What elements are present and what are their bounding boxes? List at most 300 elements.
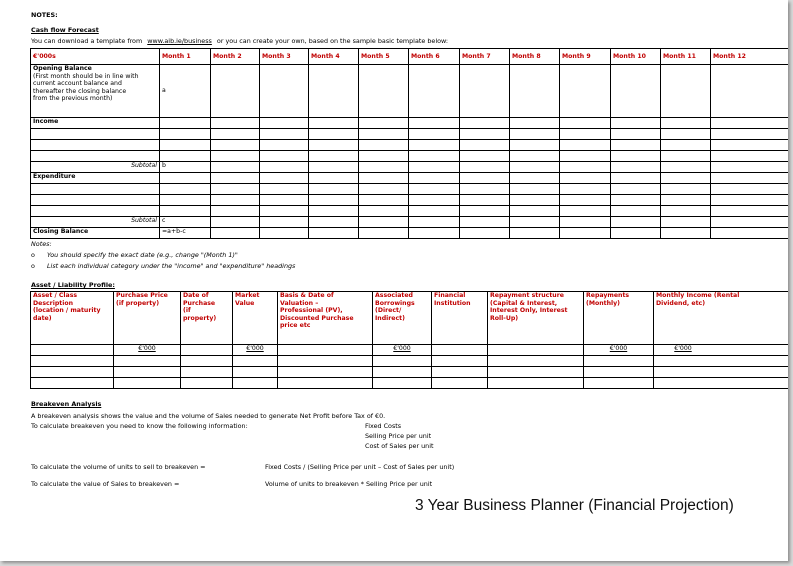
table-cell	[711, 195, 789, 206]
header-line: Purchase Price	[116, 292, 168, 299]
unit-monthly-income: €'000	[654, 345, 789, 356]
col-month-10: Month 10	[611, 49, 661, 65]
table-cell	[373, 378, 432, 389]
asset-table	[30, 291, 788, 389]
table-cell	[260, 184, 309, 195]
closing-balance-value: =a+b-c	[160, 228, 211, 239]
header-line: Institution	[434, 299, 471, 307]
expenditure-row	[31, 173, 789, 184]
table-cell	[309, 206, 359, 217]
table-cell	[233, 367, 278, 378]
notes2-item-2	[31, 262, 295, 270]
table-cell	[409, 140, 460, 151]
table-row	[31, 367, 789, 378]
expenditure-label: Expenditure	[31, 173, 160, 184]
cashflow-table	[30, 48, 788, 239]
header-line: Monthly Income (Rental	[656, 292, 740, 299]
unit-borrowings: €'000	[373, 345, 432, 356]
table-cell	[711, 173, 789, 184]
notes2-item-1-text: You should specify the exact date (e.g., change "(Month 1)"	[47, 251, 238, 259]
asset-header-row	[31, 292, 789, 345]
table-cell	[409, 228, 460, 239]
cashflow-header-row	[31, 49, 789, 65]
table-cell	[409, 162, 460, 173]
table-cell	[114, 356, 181, 367]
table-cell	[373, 367, 432, 378]
aib-link[interactable]: www.aib.ie/business	[147, 37, 212, 45]
header-line: Description	[33, 299, 74, 307]
table-cell	[211, 118, 260, 129]
header-line: Basis & Date of	[280, 292, 334, 299]
opening-balance-label	[31, 65, 160, 118]
table-cell	[31, 206, 160, 217]
table-cell	[31, 151, 160, 162]
table-cell	[611, 151, 661, 162]
table-row	[31, 356, 789, 367]
table-cell	[211, 217, 260, 228]
table-cell	[260, 129, 309, 140]
table-cell	[661, 151, 711, 162]
header-line: Date of	[183, 292, 209, 299]
table-cell	[260, 217, 309, 228]
header-line: Value	[235, 299, 255, 307]
table-cell	[488, 367, 584, 378]
table-cell	[211, 173, 260, 184]
income-label: Income	[31, 118, 160, 129]
table-cell	[661, 228, 711, 239]
table-cell	[711, 206, 789, 217]
page-caption: 3 Year Business Planner (Financial Projection)	[415, 497, 734, 514]
table-cell	[460, 151, 510, 162]
bullet-icon: o	[31, 251, 35, 259]
table-cell	[309, 65, 359, 118]
opening-note-3: thereafter the closing balance	[33, 87, 127, 95]
col-financial-institution	[432, 292, 488, 345]
table-cell	[584, 356, 654, 367]
opening-note-1: (First month should be in line with	[33, 72, 139, 80]
table-cell	[409, 129, 460, 140]
table-cell	[309, 129, 359, 140]
table-cell	[114, 378, 181, 389]
table-cell	[278, 345, 373, 356]
cashflow-heading: Cash flow Forecast	[31, 26, 99, 34]
table-cell	[654, 356, 789, 367]
table-cell	[584, 367, 654, 378]
table-cell	[560, 228, 611, 239]
table-cell	[711, 151, 789, 162]
table-cell	[233, 378, 278, 389]
table-cell	[260, 195, 309, 206]
asset-heading: Asset / Liability Profile:	[31, 281, 115, 289]
table-cell	[654, 367, 789, 378]
table-cell	[560, 206, 611, 217]
table-cell	[409, 195, 460, 206]
table-cell	[560, 217, 611, 228]
col-monthly-income	[654, 292, 789, 345]
table-cell	[510, 206, 560, 217]
header-line: Purchase	[183, 299, 216, 307]
table-cell	[560, 184, 611, 195]
table-cell	[211, 184, 260, 195]
table-cell	[611, 162, 661, 173]
table-cell	[31, 356, 114, 367]
notes2-item-2-text: List each individual category under the "income" and "expenditure" headings	[47, 262, 296, 270]
table-cell	[233, 356, 278, 367]
table-cell	[510, 195, 560, 206]
table-cell	[661, 217, 711, 228]
table-cell	[560, 140, 611, 151]
table-cell	[460, 65, 510, 118]
col-repayment-structure	[488, 292, 584, 345]
breakeven-value-formula: Volume of units to breakeven * Selling Price per unit	[265, 480, 433, 488]
opening-note-4: from the previous month)	[33, 95, 113, 103]
header-line: (location / maturity	[33, 307, 101, 315]
table-cell	[432, 345, 488, 356]
table-cell	[31, 378, 114, 389]
table-cell	[211, 129, 260, 140]
table-cell	[309, 184, 359, 195]
table-cell	[359, 151, 409, 162]
table-cell	[654, 378, 789, 389]
breakeven-item-selling-price: Selling Price per unit	[365, 432, 432, 440]
opening-value: a	[160, 65, 211, 118]
table-cell	[661, 173, 711, 184]
table-cell	[309, 151, 359, 162]
table-cell	[560, 151, 611, 162]
table-cell	[460, 195, 510, 206]
table-cell	[560, 173, 611, 184]
bullet-icon: o	[31, 262, 35, 270]
table-cell	[31, 367, 114, 378]
table-cell	[260, 151, 309, 162]
table-cell	[160, 151, 211, 162]
table-cell	[661, 65, 711, 118]
table-cell	[359, 195, 409, 206]
header-line: date)	[33, 314, 52, 322]
table-cell	[711, 118, 789, 129]
table-cell	[611, 217, 661, 228]
table-cell	[260, 65, 309, 118]
subtotal-income-label: Subtotal	[31, 162, 160, 173]
header-line: Discounted Purchase	[280, 314, 354, 322]
table-cell	[260, 162, 309, 173]
breakeven-item-fixed-costs: Fixed Costs	[365, 422, 402, 430]
table-cell	[309, 118, 359, 129]
breakeven-heading: Breakeven Analysis	[31, 400, 102, 408]
table-cell	[373, 356, 432, 367]
closing-balance-label: Closing Balance	[31, 228, 160, 239]
unit-repayments: €'000	[584, 345, 654, 356]
header-line: Repayment structure	[490, 292, 564, 299]
header-line: (Capital & Interest,	[490, 299, 558, 307]
table-cell	[211, 195, 260, 206]
table-cell	[460, 129, 510, 140]
table-cell	[278, 356, 373, 367]
table-row	[31, 378, 789, 389]
header-line: property)	[183, 314, 217, 322]
table-cell	[488, 356, 584, 367]
table-cell	[31, 140, 160, 151]
table-cell	[409, 65, 460, 118]
table-cell	[488, 345, 584, 356]
subtotal-income-value: b	[160, 162, 211, 173]
table-cell	[711, 162, 789, 173]
table-cell	[510, 184, 560, 195]
table-cell	[309, 195, 359, 206]
intro-suffix: or you can create your own, based on the sample basic template below:	[216, 37, 449, 45]
breakeven-value-label: To calculate the value of Sales to breakeven =	[31, 480, 180, 488]
table-cell	[611, 228, 661, 239]
table-cell	[181, 367, 233, 378]
table-cell	[160, 118, 211, 129]
table-cell	[359, 206, 409, 217]
subtotal-income-row	[31, 162, 789, 173]
opening-note-2: current account balance and	[33, 80, 122, 88]
table-cell	[260, 140, 309, 151]
header-line: Associated	[375, 292, 413, 299]
table-cell	[260, 228, 309, 239]
header-line: price etc	[280, 322, 311, 330]
table-cell	[359, 184, 409, 195]
table-cell	[560, 162, 611, 173]
header-line: (if	[183, 307, 191, 315]
table-cell	[432, 356, 488, 367]
unit-market-value: €'000	[233, 345, 278, 356]
col-basis-valuation	[278, 292, 373, 345]
breakeven-line-1: A breakeven analysis shows the value and the volume of Sales needed to generate Net Profit before Tax of €0.	[31, 412, 386, 420]
col-month-5: Month 5	[359, 49, 409, 65]
table-cell	[661, 195, 711, 206]
table-cell	[460, 140, 510, 151]
table-cell	[560, 195, 611, 206]
table-cell	[510, 129, 560, 140]
col-market-value	[233, 292, 278, 345]
table-cell	[409, 151, 460, 162]
table-cell	[181, 356, 233, 367]
table-cell	[160, 195, 211, 206]
table-cell	[460, 173, 510, 184]
col-month-2: Month 2	[211, 49, 260, 65]
table-cell	[711, 65, 789, 118]
table-cell	[510, 140, 560, 151]
col-associated-borrowings	[373, 292, 432, 345]
table-cell	[359, 173, 409, 184]
col-month-7: Month 7	[460, 49, 510, 65]
opening-title: Opening Balance	[33, 65, 92, 72]
table-cell	[611, 173, 661, 184]
table-cell	[409, 118, 460, 129]
asset-unit-row	[31, 345, 789, 356]
table-cell	[160, 140, 211, 151]
table-cell	[611, 65, 661, 118]
subtotal-expenditure-label: Subtotal	[31, 217, 160, 228]
table-cell	[711, 140, 789, 151]
col-date-of-purchase	[181, 292, 233, 345]
table-cell	[409, 173, 460, 184]
table-row	[31, 151, 789, 162]
table-cell	[661, 206, 711, 217]
table-cell	[611, 184, 661, 195]
breakeven-line-2: To calculate breakeven you need to know the following information:	[31, 422, 248, 430]
table-cell	[409, 184, 460, 195]
header-line: Asset / Class	[33, 292, 78, 299]
table-cell	[211, 162, 260, 173]
table-cell	[460, 184, 510, 195]
table-cell	[409, 206, 460, 217]
table-cell	[711, 217, 789, 228]
table-cell	[309, 228, 359, 239]
table-cell	[432, 367, 488, 378]
table-cell	[460, 206, 510, 217]
table-row	[31, 206, 789, 217]
table-cell	[211, 206, 260, 217]
header-line: Borrowings	[375, 299, 415, 307]
header-line: Dividend, etc)	[656, 299, 706, 307]
table-row	[31, 140, 789, 151]
col-month-6: Month 6	[409, 49, 460, 65]
table-cell	[278, 367, 373, 378]
subtotal-expenditure-value: c	[160, 217, 211, 228]
income-row	[31, 118, 789, 129]
table-cell	[211, 228, 260, 239]
table-cell	[309, 217, 359, 228]
table-cell	[661, 129, 711, 140]
header-line: (Direct/	[375, 307, 402, 315]
table-cell	[510, 217, 560, 228]
table-cell	[711, 129, 789, 140]
table-cell	[560, 65, 611, 118]
header-line: Repayments	[586, 292, 630, 299]
header-line: Indirect)	[375, 314, 405, 322]
table-cell	[359, 228, 409, 239]
col-month-4: Month 4	[309, 49, 359, 65]
table-cell	[211, 65, 260, 118]
col-repayments	[584, 292, 654, 345]
col-purchase-price	[114, 292, 181, 345]
table-row	[31, 184, 789, 195]
table-cell	[510, 65, 560, 118]
table-cell	[359, 162, 409, 173]
table-cell	[278, 378, 373, 389]
header-line: Interest Only, Interest	[490, 307, 568, 315]
table-cell	[661, 118, 711, 129]
table-cell	[661, 184, 711, 195]
table-cell	[611, 195, 661, 206]
table-cell	[560, 129, 611, 140]
table-cell	[432, 378, 488, 389]
table-cell	[160, 173, 211, 184]
table-cell	[359, 129, 409, 140]
table-cell	[661, 140, 711, 151]
col-euro: €'000s	[31, 49, 160, 65]
table-cell	[114, 367, 181, 378]
table-cell	[31, 184, 160, 195]
table-cell	[359, 140, 409, 151]
notes2-item-1	[31, 251, 238, 259]
table-cell	[309, 173, 359, 184]
table-cell	[711, 184, 789, 195]
notes2-title: Notes:	[31, 240, 52, 248]
table-cell	[611, 129, 661, 140]
table-cell	[560, 118, 611, 129]
col-month-11: Month 11	[661, 49, 711, 65]
table-cell	[31, 195, 160, 206]
table-cell	[409, 217, 460, 228]
header-line: (Monthly)	[586, 299, 620, 307]
table-cell	[160, 129, 211, 140]
table-cell	[31, 129, 160, 140]
header-line: Roll-Up)	[490, 314, 519, 322]
table-row	[31, 129, 789, 140]
header-line: Market	[235, 292, 260, 299]
table-cell	[211, 151, 260, 162]
table-cell	[309, 140, 359, 151]
table-cell	[260, 206, 309, 217]
table-cell	[510, 162, 560, 173]
table-cell	[488, 378, 584, 389]
table-cell	[181, 345, 233, 356]
table-cell	[510, 228, 560, 239]
table-cell	[510, 151, 560, 162]
col-month-12: Month 12	[711, 49, 789, 65]
col-asset-class	[31, 292, 114, 345]
table-cell	[260, 118, 309, 129]
table-cell	[160, 206, 211, 217]
col-month-9: Month 9	[560, 49, 611, 65]
table-cell	[460, 162, 510, 173]
table-cell	[460, 228, 510, 239]
intro-prefix: You can download a template from	[31, 37, 143, 45]
table-cell	[611, 118, 661, 129]
breakeven-units-formula: Fixed Costs / (Selling Price per unit – Cost of Sales per unit)	[265, 463, 455, 471]
notes-title: NOTES:	[31, 11, 58, 19]
table-cell	[359, 217, 409, 228]
col-month-1: Month 1	[160, 49, 211, 65]
cashflow-intro	[31, 37, 448, 45]
table-cell	[359, 65, 409, 118]
table-cell	[260, 173, 309, 184]
col-month-8: Month 8	[510, 49, 560, 65]
table-cell	[584, 378, 654, 389]
table-cell	[661, 162, 711, 173]
subtotal-expenditure-row	[31, 217, 789, 228]
table-cell	[181, 378, 233, 389]
header-line: (if property)	[116, 299, 160, 307]
table-row	[31, 195, 789, 206]
opening-balance-row	[31, 65, 789, 118]
table-cell	[611, 140, 661, 151]
header-line: Professional (PV),	[280, 307, 343, 315]
header-line: Financial	[434, 292, 466, 299]
table-cell	[460, 217, 510, 228]
unit-purchase-price: €'000	[114, 345, 181, 356]
table-cell	[359, 118, 409, 129]
col-month-3: Month 3	[260, 49, 309, 65]
table-cell	[611, 206, 661, 217]
breakeven-item-cost-of-sales: Cost of Sales per unit	[365, 442, 434, 450]
table-cell	[31, 345, 114, 356]
table-cell	[510, 118, 560, 129]
table-cell	[160, 184, 211, 195]
table-cell	[711, 228, 789, 239]
table-cell	[309, 162, 359, 173]
table-cell	[211, 140, 260, 151]
breakeven-units-label: To calculate the volume of units to sell to breakeven =	[31, 463, 206, 471]
table-cell	[460, 118, 510, 129]
header-line: Valuation –	[280, 299, 319, 307]
closing-balance-row	[31, 228, 789, 239]
table-cell	[510, 173, 560, 184]
